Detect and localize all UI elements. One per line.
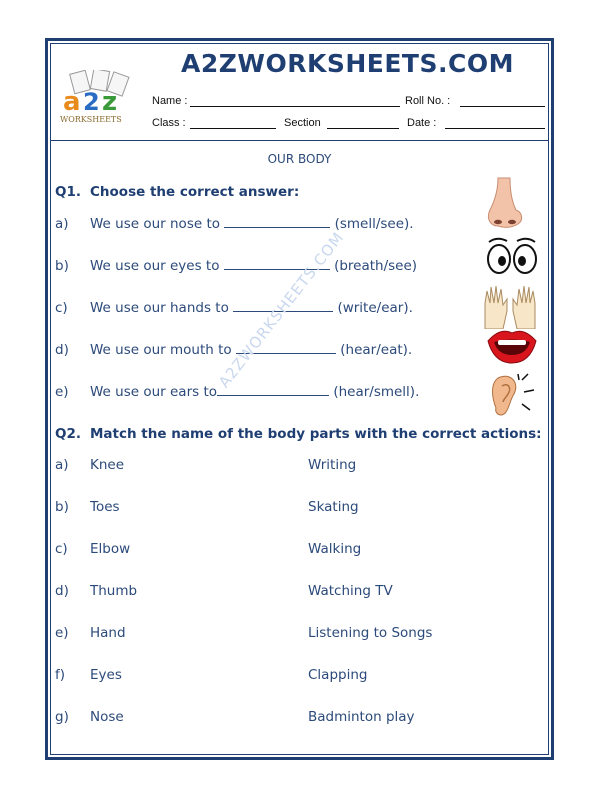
q2-item-letter: f)	[55, 667, 66, 683]
q2-action[interactable]: Skating	[308, 499, 359, 515]
q2-number: Q2.	[55, 426, 81, 442]
name-label: Name :	[152, 95, 188, 107]
q1-item-e: We use our ears to (hear/smell).	[90, 384, 420, 400]
q1-item-c: We use our hands to (write/ear).	[90, 300, 413, 316]
q2-body-part[interactable]: Hand	[90, 625, 126, 641]
class-label: Class :	[152, 117, 186, 129]
q2-body-part[interactable]: Elbow	[90, 541, 131, 557]
roll-label: Roll No. :	[405, 95, 451, 107]
q2-item-letter: e)	[55, 625, 69, 641]
svg-text:WORKSHEETS: WORKSHEETS	[60, 115, 122, 124]
site-title: A2ZWORKSHEETS.COM	[181, 49, 514, 78]
answer-blank[interactable]	[224, 217, 330, 228]
q1-item-letter: e)	[55, 384, 69, 400]
class-field[interactable]	[190, 128, 276, 129]
q2-body-part[interactable]: Eyes	[90, 667, 122, 683]
svg-text:z: z	[102, 87, 118, 117]
q1-item-letter: b)	[55, 258, 69, 274]
svg-text:a: a	[63, 87, 81, 117]
roll-field[interactable]	[460, 106, 545, 107]
section-field[interactable]	[327, 128, 399, 129]
q1-item-letter: c)	[55, 300, 68, 316]
nose-image	[484, 176, 524, 234]
q2-action[interactable]: Badminton play	[308, 709, 415, 725]
q1-number: Q1.	[55, 184, 81, 200]
q2-action[interactable]: Listening to Songs	[308, 625, 433, 641]
q2-prompt: Match the name of the body parts with the correct actions:	[90, 426, 542, 442]
watermark: A2ZWORKSHEETS.COM	[215, 228, 348, 392]
q1-item-letter: a)	[55, 216, 69, 232]
date-field[interactable]	[445, 128, 545, 129]
q2-body-part[interactable]: Toes	[90, 499, 120, 515]
q2-action[interactable]: Clapping	[308, 667, 368, 683]
eyes-image	[485, 236, 539, 280]
header-divider	[50, 140, 549, 141]
q1-item-b: We use our eyes to (breath/see)	[90, 258, 418, 274]
q2-item-letter: c)	[55, 541, 68, 557]
q2-action[interactable]: Walking	[308, 541, 362, 557]
ear-image	[488, 372, 536, 422]
answer-blank[interactable]	[217, 385, 329, 396]
q2-item-letter: d)	[55, 583, 69, 599]
q2-action[interactable]: Watching TV	[308, 583, 393, 599]
q2-item-letter: b)	[55, 499, 69, 515]
section-label: Section	[284, 117, 321, 129]
q2-body-part[interactable]: Thumb	[90, 583, 138, 599]
q2-body-part[interactable]: Nose	[90, 709, 124, 725]
q1-prompt: Choose the correct answer:	[90, 184, 300, 200]
svg-text:2: 2	[83, 88, 100, 116]
date-label: Date :	[407, 117, 437, 129]
worksheet-title: OUR BODY	[267, 152, 332, 166]
q2-body-part[interactable]: Knee	[90, 457, 125, 473]
a2z-logo	[58, 70, 140, 126]
q2-item-letter: a)	[55, 457, 69, 473]
q1-item-d: We use our mouth to (hear/eat).	[90, 342, 413, 358]
q2-item-letter: g)	[55, 709, 69, 725]
q1-item-letter: d)	[55, 342, 69, 358]
mouth-image	[486, 325, 538, 369]
name-field[interactable]	[190, 106, 400, 107]
q2-action[interactable]: Writing	[308, 457, 357, 473]
q1-item-a: We use our nose to (smell/see).	[90, 216, 414, 232]
